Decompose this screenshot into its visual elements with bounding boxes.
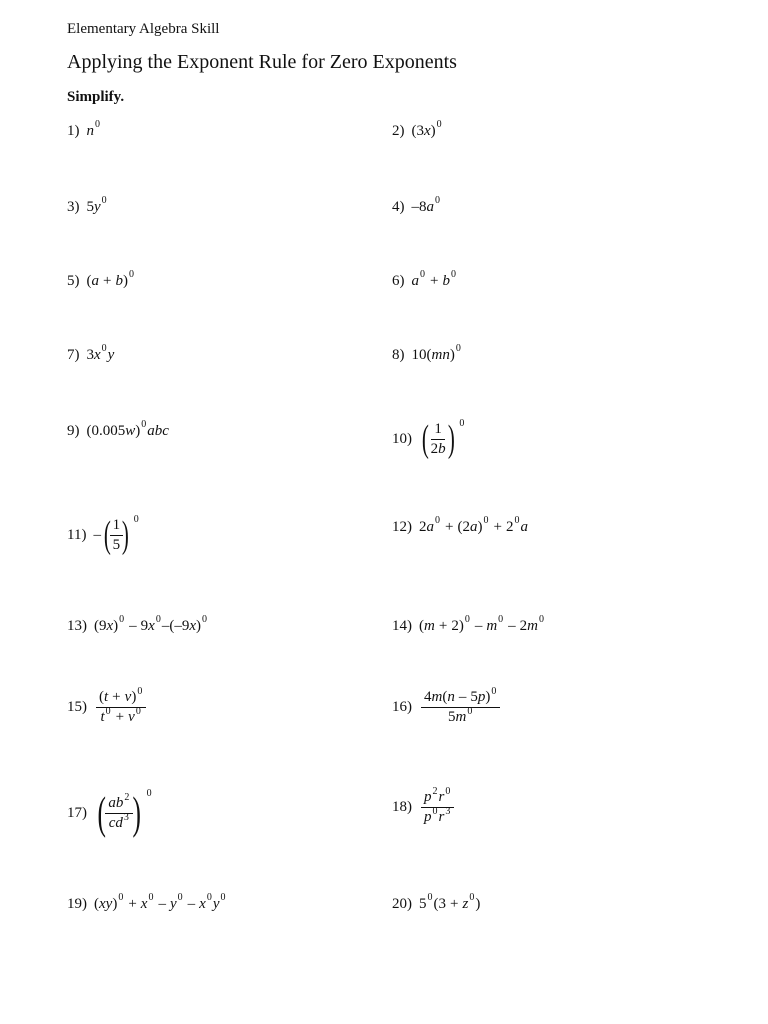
problem-number: 16) — [392, 699, 412, 715]
problem-number: 2) — [392, 123, 405, 139]
problem-10 — [392, 420, 464, 458]
expression: $\frac{p^2r^0}{p^0r^3}$ — [419, 790, 456, 825]
expression: –8 a 0 — [411, 194, 440, 215]
expression: a 0 + b 0 — [411, 268, 456, 289]
expression: $\frac{4m(n - 5p)^0}{5m^0}$ — [419, 690, 502, 725]
expression: n 0 — [86, 118, 100, 139]
problem-17 — [67, 787, 152, 838]
problem-20 — [392, 891, 481, 912]
problem-6 — [392, 268, 457, 289]
problem-number: 7) — [67, 347, 80, 363]
problem-number: 4) — [392, 199, 405, 215]
problem-number: 5) — [67, 273, 80, 289]
expression: ( $\frac{1}{2b}$ ) 0 — [421, 418, 465, 460]
problem-number: 6) — [392, 273, 405, 289]
problem-11 — [67, 516, 139, 554]
expression: $\frac{(t + v)^0}{t^0 + v^0}$ — [94, 690, 148, 725]
expression: ( $\frac{ab^2}{cd^3}$ ) 0 — [97, 787, 152, 838]
expression: (0.005 w ) 0 abc — [86, 418, 169, 439]
expression: 5 0 (3 + z 0 ) — [419, 891, 481, 912]
problem-number: 17) — [67, 804, 87, 821]
expression: ( a + b ) 0 — [86, 268, 134, 289]
problem-number: 14) — [392, 618, 412, 634]
problem-13 — [67, 613, 208, 634]
problem-number: 3) — [67, 199, 80, 215]
problem-number: 19) — [67, 896, 87, 912]
problem-number: 20) — [392, 896, 412, 912]
worksheet-title: Applying the Exponent Rule for Zero Exponents — [67, 51, 457, 73]
problem-14 — [392, 613, 545, 634]
problem-4 — [392, 194, 441, 215]
problem-1 — [67, 118, 101, 139]
problem-16 — [392, 686, 502, 725]
problem-number: 18) — [392, 799, 412, 815]
problem-18 — [392, 786, 456, 825]
instructions: Simplify. — [67, 89, 125, 105]
problem-number: 11) — [67, 526, 87, 543]
expression: ( xy ) 0 + x 0 – y 0 – x 0 y 0 — [94, 891, 226, 912]
problem-number: 1) — [67, 123, 80, 139]
expression: 3 x 0 y — [86, 342, 115, 363]
expression: 10( mn ) 0 — [411, 342, 461, 363]
expression: 2 a 0 + (2 a ) 0 + 2 0 a — [419, 514, 528, 535]
problem-number: 12) — [392, 519, 412, 535]
problem-3 — [67, 194, 108, 215]
problem-2 — [392, 118, 443, 139]
problem-7 — [67, 342, 115, 363]
expression: – ( $\frac{1}{5}$ ) 0 — [93, 514, 139, 556]
expression: ( m + 2) 0 – m 0 – 2 m 0 — [419, 613, 544, 634]
problem-15 — [67, 686, 148, 725]
problem-number: 8) — [392, 347, 405, 363]
worksheet-subject: Elementary Algebra Skill — [67, 21, 220, 37]
problem-number: 15) — [67, 699, 87, 715]
problem-19 — [67, 891, 226, 912]
expression: (9 x ) 0 – 9 x 0 –(–9 x ) 0 — [94, 613, 208, 634]
problem-8 — [392, 342, 462, 363]
problem-number: 9) — [67, 423, 80, 439]
problem-12 — [392, 514, 528, 535]
problem-9 — [67, 418, 169, 439]
problem-5 — [67, 268, 135, 289]
problem-number: 13) — [67, 618, 87, 634]
expression: (3 x ) 0 — [411, 118, 442, 139]
expression: 5 y 0 — [86, 194, 107, 215]
problem-number: 10) — [392, 430, 412, 447]
